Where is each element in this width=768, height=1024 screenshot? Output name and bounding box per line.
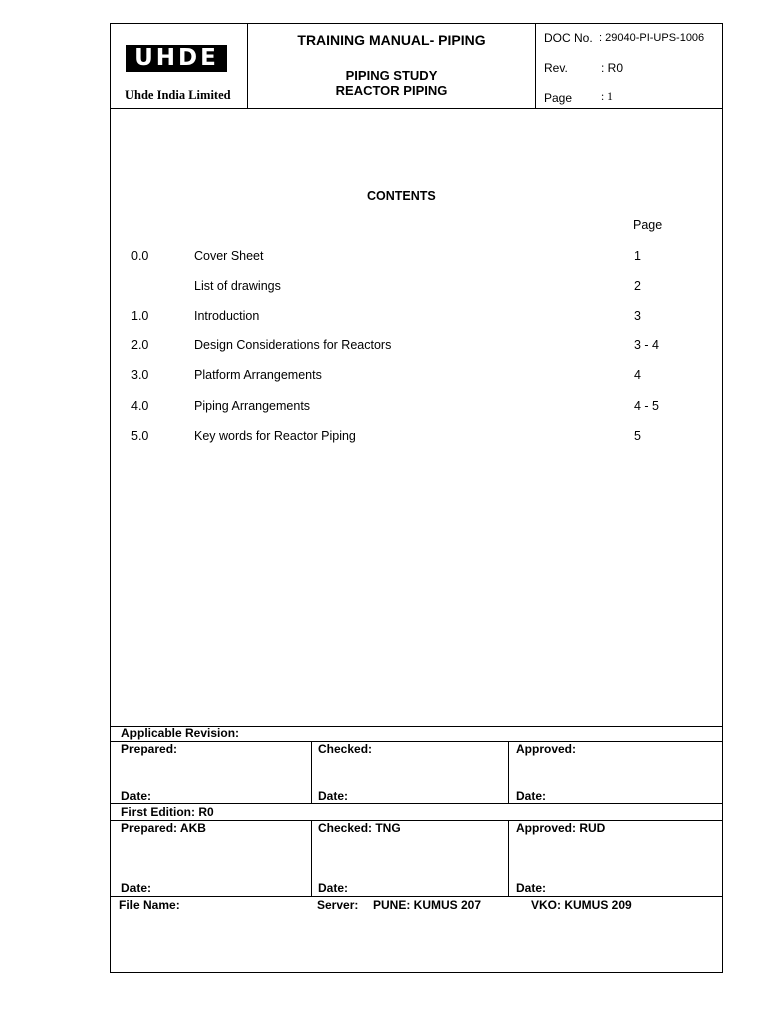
prepared-by: Prepared: AKB (121, 821, 206, 835)
toc-page: 2 (634, 279, 641, 293)
page-value: : 1 (601, 91, 613, 103)
date-label: Date: (318, 789, 349, 803)
header-bottom-rule (111, 108, 722, 109)
toc-number: 1.0 (131, 309, 149, 323)
page-column-heading: Page (633, 218, 663, 232)
page-label: Page (544, 91, 573, 105)
footer-column-divider (508, 741, 509, 803)
date-label: Date: (516, 789, 547, 803)
server-label: Server: (317, 898, 359, 912)
study-title: PIPING STUDY (345, 68, 438, 83)
date-label: Date: (318, 881, 349, 895)
doc-number-value: : 29040-PI-UPS-1006 (599, 32, 705, 44)
study-subtitle: REACTOR PIPING (335, 83, 448, 98)
applicable-revision-label: Applicable Revision: (121, 726, 240, 740)
prepared-label: Prepared: (121, 742, 178, 756)
toc-page: 5 (634, 429, 641, 443)
footer-column-divider (508, 820, 509, 896)
toc-page: 3 - 4 (634, 338, 660, 352)
footer-rule (111, 896, 722, 897)
toc-page: 4 - 5 (634, 399, 660, 413)
toc-title: Key words for Reactor Piping (194, 429, 356, 443)
server-vko: VKO: KUMUS 209 (531, 898, 632, 912)
toc-page: 4 (634, 368, 641, 382)
rev-value: : R0 (601, 61, 624, 75)
header-divider-right (535, 24, 536, 108)
approved-by: Approved: RUD (516, 821, 606, 835)
date-label: Date: (516, 881, 547, 895)
uhde-logo: UHDE (126, 45, 227, 72)
toc-number: 5.0 (131, 429, 149, 443)
toc-title: List of drawings (194, 279, 281, 293)
toc-title: Introduction (194, 309, 260, 323)
toc-title: Platform Arrangements (194, 368, 322, 382)
first-edition-label: First Edition: R0 (121, 805, 214, 819)
footer-column-divider (311, 741, 312, 803)
manual-title: TRAINING MANUAL- PIPING (297, 32, 486, 48)
server-pune: PUNE: KUMUS 207 (373, 898, 482, 912)
toc-page: 3 (634, 309, 641, 323)
approved-label: Approved: (516, 742, 576, 756)
footer-rule (111, 741, 722, 742)
toc-number: 4.0 (131, 399, 149, 413)
checked-label: Checked: (318, 742, 373, 756)
footer-rule (111, 803, 722, 804)
toc-title: Cover Sheet (194, 249, 264, 263)
file-name-label: File Name: (119, 898, 180, 912)
footer-column-divider (311, 820, 312, 896)
date-label: Date: (121, 881, 152, 895)
toc-title: Design Considerations for Reactors (194, 338, 392, 352)
doc-number-label: DOC No. (544, 31, 593, 45)
toc-title: Piping Arrangements (194, 399, 311, 413)
document-page (110, 23, 723, 973)
date-label: Date: (121, 789, 152, 803)
toc-number: 0.0 (131, 249, 149, 263)
toc-number: 3.0 (131, 368, 149, 382)
toc-page: 1 (634, 249, 641, 263)
company-name: Uhde India Limited (125, 88, 231, 102)
contents-heading: CONTENTS (367, 189, 436, 203)
checked-by: Checked: TNG (318, 821, 401, 835)
rev-label: Rev. (544, 61, 568, 75)
toc-number: 2.0 (131, 338, 149, 352)
